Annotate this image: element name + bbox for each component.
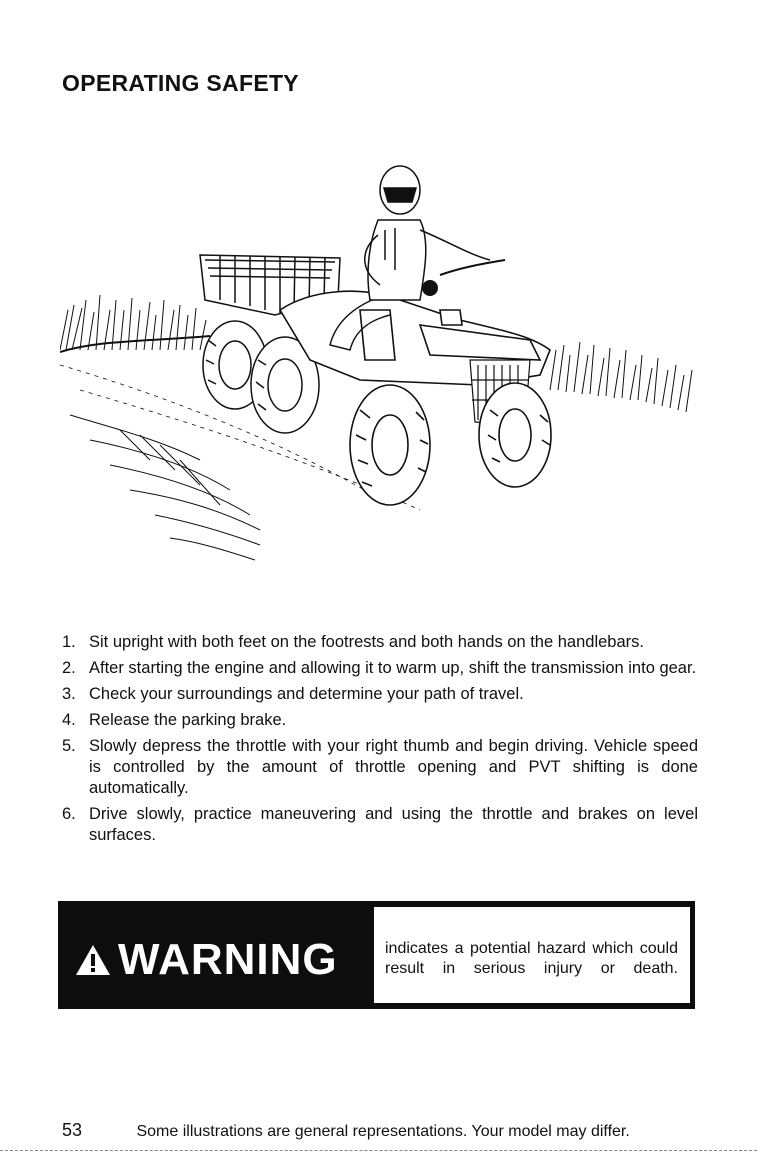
dirt-mound xyxy=(70,415,260,560)
page-title: OPERATING SAFETY xyxy=(62,70,299,96)
step-text: Drive slowly, practice maneuvering and using the throttle and brakes on level surfaces. xyxy=(89,805,698,844)
grass-right xyxy=(550,342,692,412)
handlebars xyxy=(423,260,505,295)
step-text: Sit upright with both feet on the footrests and both hands on the handlebars. xyxy=(89,633,644,651)
step-text: After starting the engine and allowing it to warm up, shift the transmission into gear. xyxy=(89,659,697,677)
step-number: 6. xyxy=(62,805,76,823)
list-item xyxy=(62,632,698,653)
grass-left xyxy=(60,295,210,352)
list-item xyxy=(62,684,698,705)
operating-steps-list xyxy=(62,632,698,851)
atv-rider-illustration xyxy=(60,160,700,580)
step-number: 2. xyxy=(62,659,76,677)
footer-note: Some illustrations are general representations. Your model may differ. xyxy=(136,1123,630,1140)
front-wheels xyxy=(350,383,551,505)
warning-heading xyxy=(74,935,338,985)
warning-text: indicates a potential hazard which could result in serious injury or death. xyxy=(374,907,690,1003)
step-number: 3. xyxy=(62,685,76,703)
list-item xyxy=(62,710,698,731)
step-number: 4. xyxy=(62,711,76,729)
list-item xyxy=(62,804,698,846)
page-number: 53 xyxy=(62,1120,83,1140)
warning-label: WARNING xyxy=(118,935,338,984)
page-footer xyxy=(62,1120,698,1141)
step-text: Release the parking brake. xyxy=(89,711,287,729)
list-item xyxy=(62,658,698,679)
warning-box xyxy=(58,901,695,1009)
warning-triangle-icon xyxy=(74,943,112,977)
bottom-divider xyxy=(0,1150,757,1151)
step-number: 5. xyxy=(62,737,76,755)
list-item xyxy=(62,736,698,799)
step-text: Check your surroundings and determine your path of travel. xyxy=(89,685,524,703)
step-text: Slowly depress the throttle with your right thumb and begin driving. Vehicle speed is controlled by the amount of throttle opening and PVT shifting is done automatically. xyxy=(89,737,698,797)
step-number: 1. xyxy=(62,633,76,651)
